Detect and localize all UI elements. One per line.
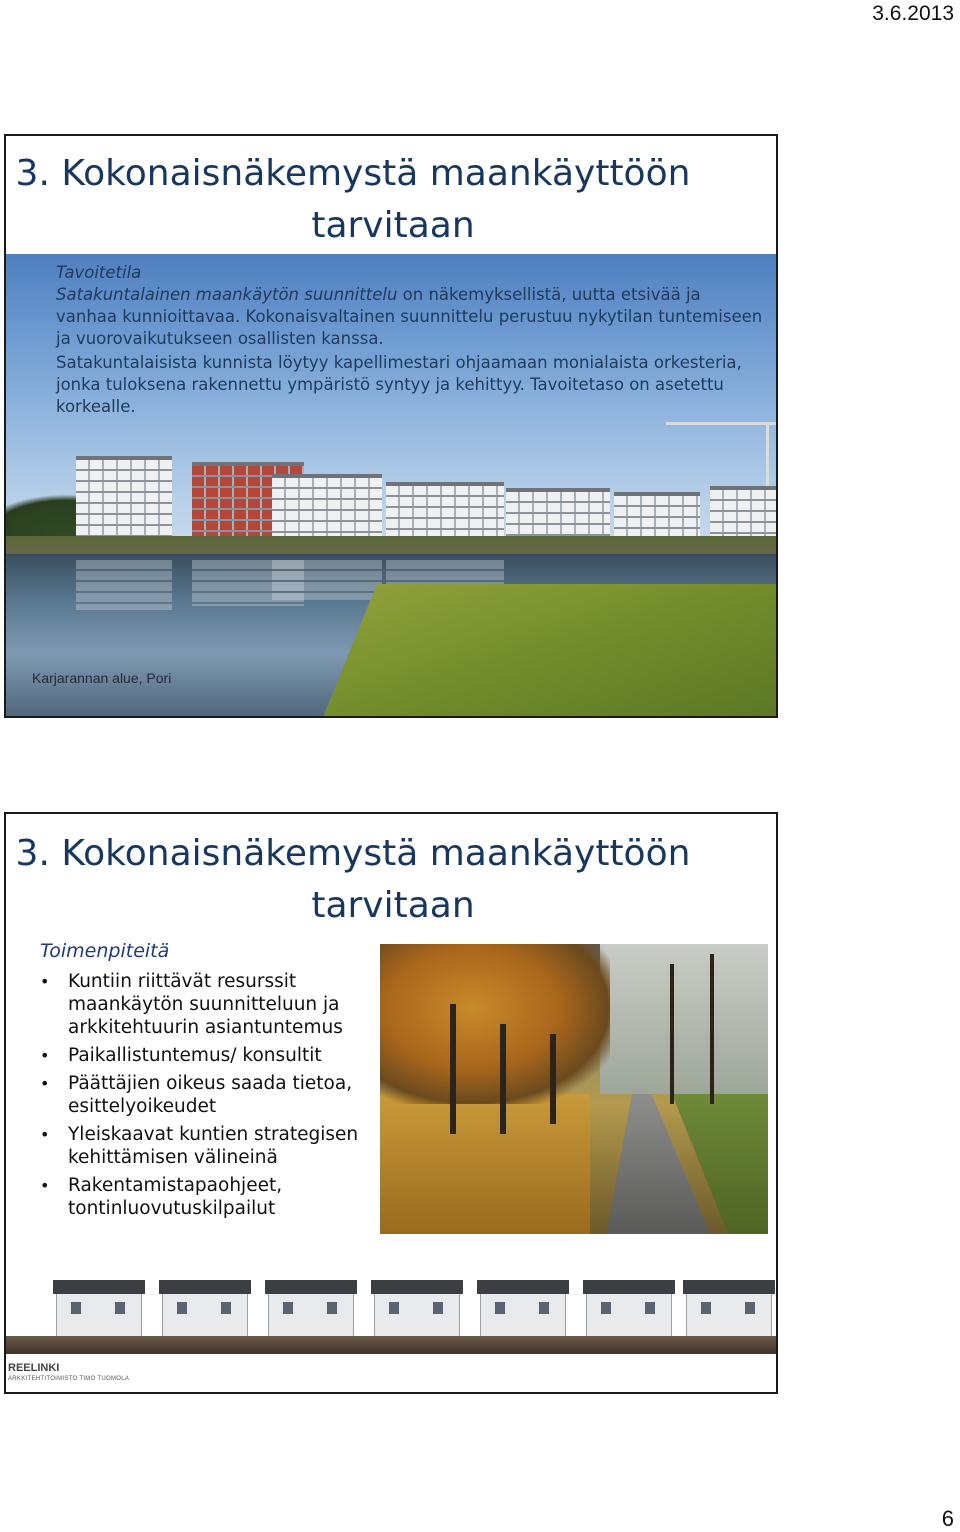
- list-item: [36, 1174, 381, 1220]
- building: [76, 456, 172, 546]
- title-line-1: 3. Kokonaisnäkemystä maankäyttöön: [15, 153, 691, 194]
- paragraph-1-emphasis: Satakuntalainen maankäytön suunnittelu: [56, 285, 398, 304]
- photo-sky: [600, 944, 768, 1094]
- list-item: [36, 1044, 381, 1067]
- list-item-text: Yleiskaavat kuntien strategisen kehittämisen välineinä: [68, 1124, 359, 1168]
- title-line-2: tarvitaan: [311, 885, 475, 926]
- title-line-1: 3. Kokonaisnäkemystä maankäyttöön: [15, 833, 691, 874]
- tree-trunk: [710, 954, 714, 1104]
- architect-logo: REELINKI: [8, 1362, 60, 1374]
- paragraph-1-text: on näkemyksellistä, uutta etsivää ja vanhaa kunnioittavaa. Kokonaisvaltainen suunnittelu perustuu nykytilan tuntemiseen ja vuorovaikutukseen osallisten kanssa.: [56, 285, 763, 348]
- photo-caption: Karjarannan alue, Pori: [32, 670, 172, 686]
- slide-2: [4, 812, 778, 1394]
- list-item: [36, 970, 381, 1039]
- section-heading: Toimenpiteitä: [40, 940, 170, 962]
- list-item-text: Päättäjien oikeus saada tietoa, esittelyoikeudet: [68, 1073, 353, 1117]
- title-line-2: tarvitaan: [311, 205, 475, 246]
- measures-list: [36, 970, 381, 1225]
- list-item: [36, 1072, 381, 1118]
- tree-trunk: [450, 1004, 456, 1134]
- house: [586, 1292, 672, 1338]
- bullet-icon: •: [40, 972, 50, 991]
- grass-foreground: [296, 584, 778, 718]
- paragraph-1: [56, 284, 766, 350]
- tree-trunk: [500, 1024, 506, 1134]
- bullet-icon: •: [40, 1046, 50, 1065]
- photo-canopy: [380, 944, 610, 1104]
- list-item-text: Paikallistuntemus/ konsultit: [68, 1045, 322, 1066]
- house: [480, 1292, 566, 1338]
- page-number: 6: [941, 1506, 954, 1531]
- section-heading: Tavoitetila: [56, 263, 142, 282]
- house: [268, 1292, 354, 1338]
- slide-title: [6, 148, 778, 252]
- slide-title: [6, 828, 778, 932]
- house: [162, 1292, 248, 1338]
- bullet-icon: •: [40, 1074, 50, 1093]
- house: [56, 1292, 142, 1338]
- architect-logo-subtitle: ARKKITEHTITOIMISTO TIMO TUOMOLA: [8, 1376, 130, 1382]
- slide-1: [4, 134, 778, 718]
- paragraph-2: Satakuntalaisista kunnista löytyy kapellimestari ohjaamaan monialaista orkesteria, jonka tuloksena rakennettu ympäristö syntyy ja kehittyy. Tavoitetaso on asetettu korkealle.: [56, 353, 742, 416]
- house: [374, 1292, 460, 1338]
- photo-leaves: [380, 1094, 590, 1234]
- facade-ground: [6, 1336, 778, 1354]
- page-date: 3.6.2013: [872, 2, 954, 25]
- bullet-icon: •: [40, 1125, 50, 1144]
- tree-trunk: [550, 1034, 556, 1124]
- crane-decoration: [666, 422, 776, 425]
- bullet-icon: •: [40, 1176, 50, 1195]
- slide-1-text: [56, 262, 766, 418]
- photo-autumn-park: [380, 944, 768, 1234]
- tree-trunk: [670, 964, 674, 1104]
- house-facade-illustration: [6, 1284, 778, 1354]
- list-item-text: Rakentamistapaohjeet, tontinluovutuskilpailut: [68, 1175, 283, 1219]
- list-item-text: Kuntiin riittävät resurssit maankäytön suunnitteluun ja arkkitehtuurin asiantuntemus: [68, 971, 343, 1038]
- list-item: [36, 1123, 381, 1169]
- house: [686, 1292, 772, 1338]
